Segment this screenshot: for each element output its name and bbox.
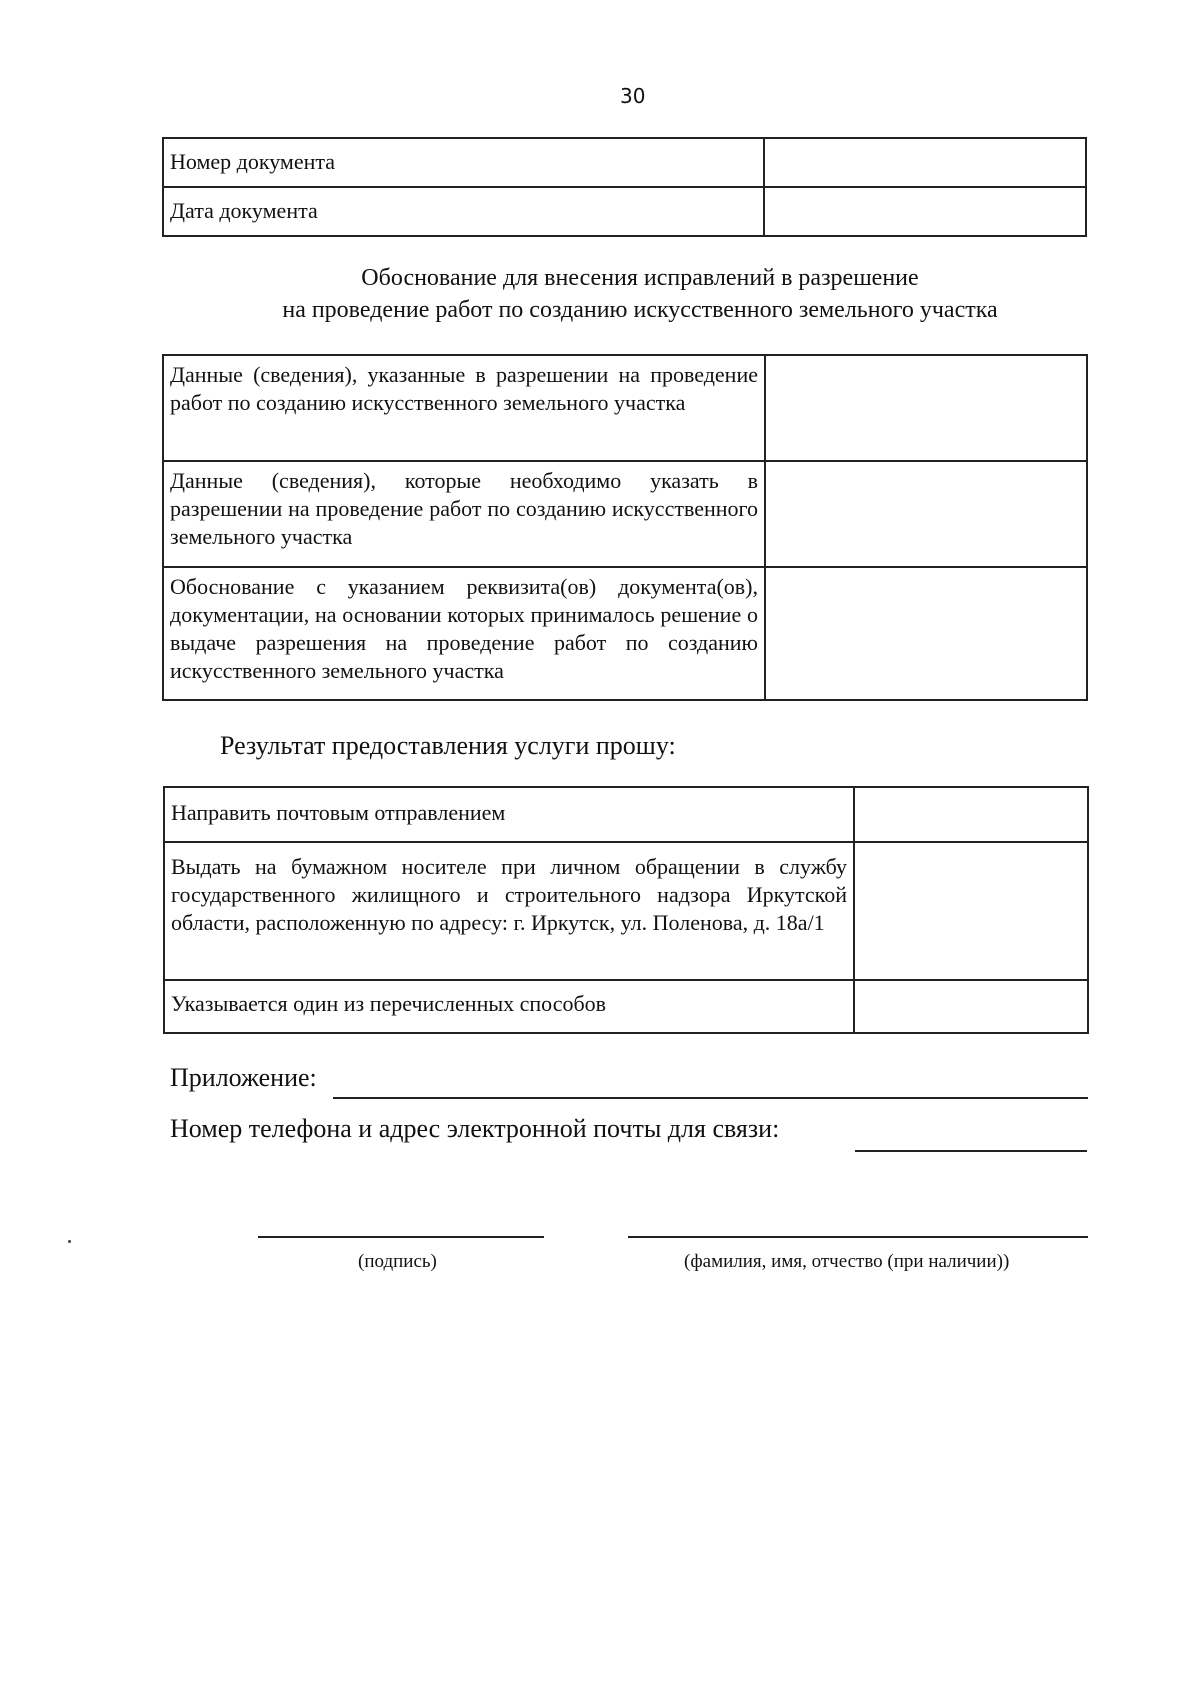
correction-basis-table xyxy=(162,354,1088,701)
table-row xyxy=(163,187,1086,236)
delivery-option-in-person-label: Выдать на бумажном носителе при личном обращении в службу государственного жилищного и строительного надзора Иркутской области, расположенную по адресу: г. Иркутск, ул. Поленова, д. 18а/1 xyxy=(164,842,854,980)
table-row xyxy=(164,980,1088,1033)
justification-label: Обоснование с указанием реквизита(ов) документа(ов), документации, на основании которых принималось решение о выдаче разрешения на проведение работ по созданию искусственного земельного участка xyxy=(163,567,765,700)
table-row xyxy=(163,567,1087,700)
appendix-input-line[interactable] xyxy=(333,1097,1088,1099)
delivery-option-in-person-checkbox[interactable] xyxy=(854,842,1088,980)
current-data-label: Данные (сведения), указанные в разрешении на проведение работ по созданию искусственного земельного участка xyxy=(163,355,765,461)
new-data-field[interactable] xyxy=(765,461,1087,567)
appendix-label: Приложение: xyxy=(170,1063,317,1092)
delivery-option-mail-checkbox[interactable] xyxy=(854,787,1088,842)
full-name-line[interactable] xyxy=(628,1236,1088,1238)
document-info-table xyxy=(162,137,1087,237)
document-date-label: Дата документа xyxy=(163,187,764,236)
section-title xyxy=(160,262,1120,326)
contact-input-line[interactable] xyxy=(855,1150,1087,1152)
justification-field[interactable] xyxy=(765,567,1087,700)
stray-dot xyxy=(68,1240,71,1243)
document-number-label: Номер документа xyxy=(163,138,764,187)
signature-line[interactable] xyxy=(258,1236,544,1238)
delivery-option-note: Указывается один из перечисленных способов xyxy=(164,980,854,1033)
delivery-option-mail-label: Направить почтовым отправлением xyxy=(164,787,854,842)
delivery-option-note-field[interactable] xyxy=(854,980,1088,1033)
section-title-line: на проведение работ по созданию искусственного земельного участка xyxy=(282,297,998,323)
table-row xyxy=(163,461,1087,567)
document-date-field[interactable] xyxy=(764,187,1086,236)
document-number-field[interactable] xyxy=(764,138,1086,187)
section-title-line: Обоснование для внесения исправлений в разрешение xyxy=(361,265,919,291)
table-row xyxy=(164,787,1088,842)
page-number: 30 xyxy=(620,84,646,108)
result-delivery-table xyxy=(163,786,1089,1034)
table-row xyxy=(163,138,1086,187)
table-row xyxy=(164,842,1088,980)
full-name-caption: (фамилия, имя, отчество (при наличии)) xyxy=(684,1251,1010,1272)
new-data-label: Данные (сведения), которые необходимо указать в разрешении на проведение работ по созданию искусственного земельного участка xyxy=(163,461,765,567)
current-data-field[interactable] xyxy=(765,355,1087,461)
table-row xyxy=(163,355,1087,461)
contact-label: Номер телефона и адрес электронной почты для связи: xyxy=(170,1114,780,1143)
signature-caption: (подпись) xyxy=(358,1251,437,1272)
result-heading: Результат предоставления услуги прошу: xyxy=(220,731,676,760)
